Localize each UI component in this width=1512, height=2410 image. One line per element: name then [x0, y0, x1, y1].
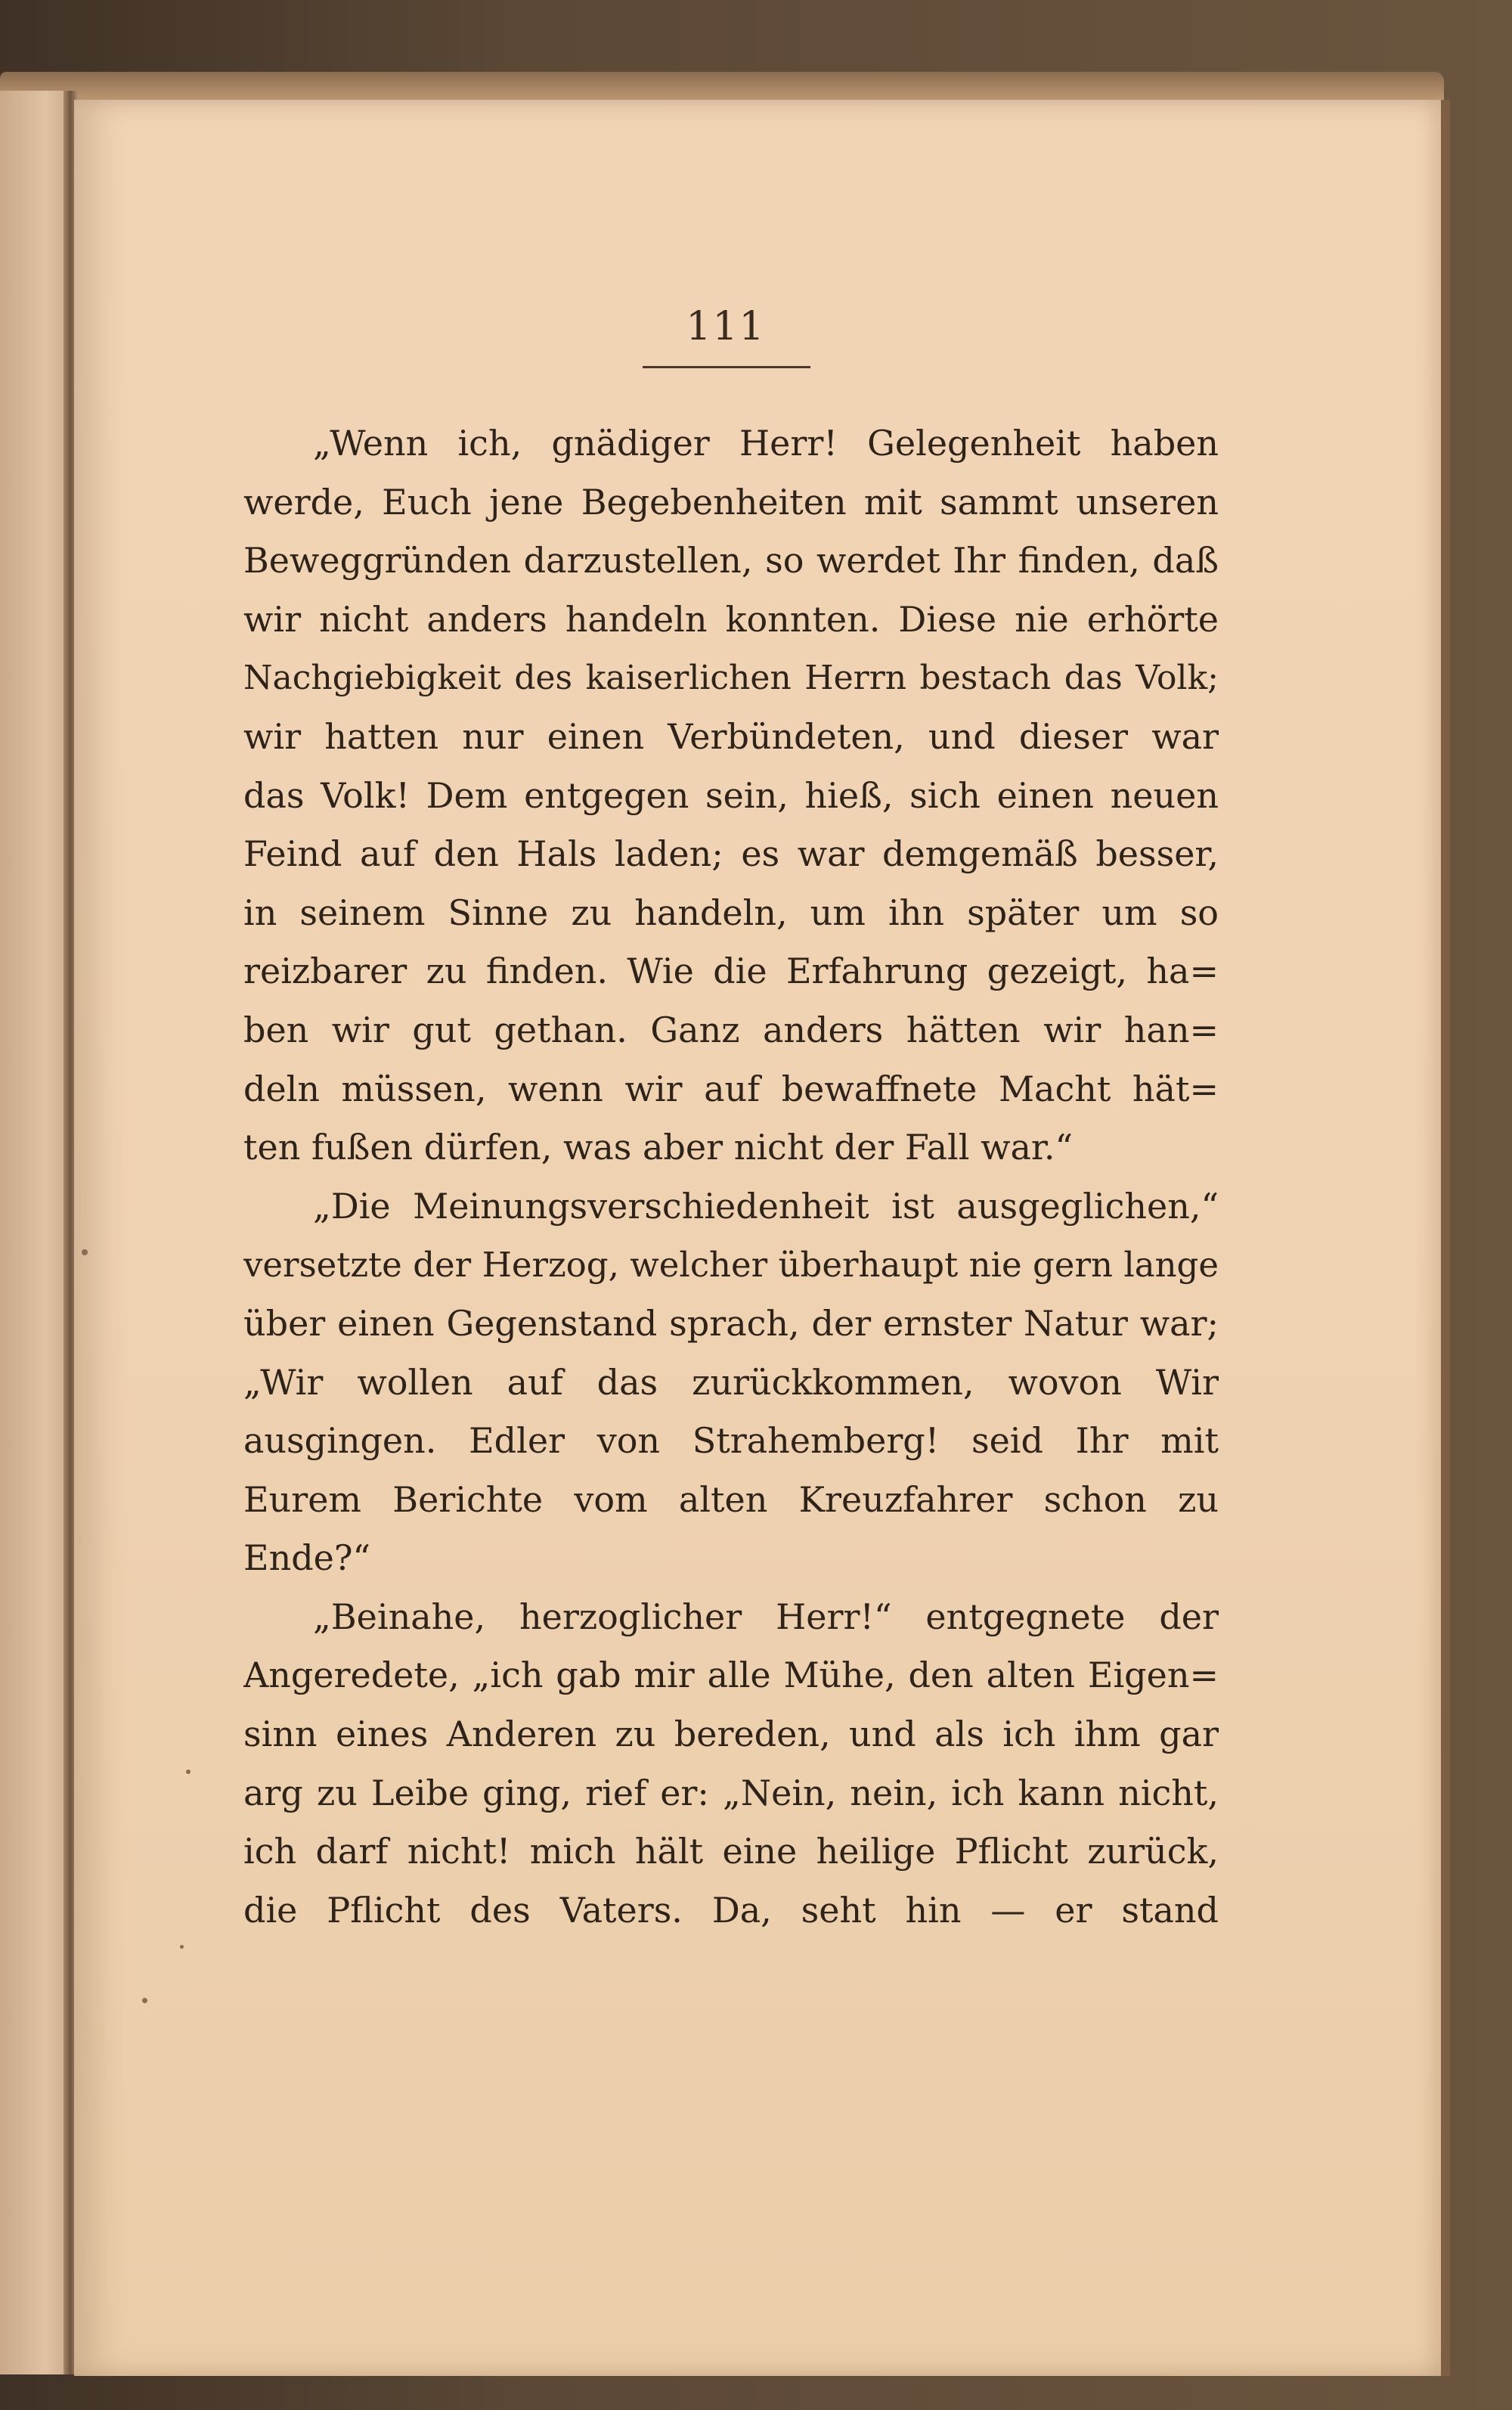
text-line: wir hatten nur einen Verbündeten, und dieser war: [243, 715, 1219, 757]
ink-speck: [82, 1249, 88, 1255]
text-line: reizbarer zu finden. Wie die Erfahrung gezeigt, ha=: [243, 951, 1219, 992]
text-line: „Wir wollen auf das zurückkommen, wovon Wir: [243, 1361, 1219, 1403]
ink-speck: [142, 1998, 147, 2003]
text-line: wir nicht anders handeln konnten. Diese nie erhörte: [243, 598, 1219, 640]
text-line: ich darf nicht! mich hält eine heilige Pflicht zurück,: [243, 1831, 1219, 1872]
text-line: Ende?“: [243, 1537, 371, 1579]
text-line: Nachgiebigkeit des kaiserlichen Herrn bestach das Volk;: [243, 659, 1219, 698]
text-line: versetzte der Herzog, welcher überhaupt nie gern lange: [243, 1245, 1219, 1286]
text-line: arg zu Leibe ging, rief er: „Nein, nein, ich kann nicht,: [243, 1772, 1219, 1813]
text-line: ten fußen dürfen, was aber nicht der Fall war.“: [243, 1127, 1073, 1168]
body-text: [243, 414, 1219, 1940]
ink-speck: [186, 1770, 191, 1774]
text-line: über einen Gegenstand sprach, der ernster Natur war;: [243, 1302, 1219, 1344]
text-line: Angeredete, „ich gab mir alle Mühe, den alten Eigen=: [243, 1655, 1219, 1696]
text-line: das Volk! Dem entgegen sein, hieß, sich einen neuen: [243, 774, 1219, 816]
text-line: „Wenn ich, gnädiger Herr! Gelegenheit haben: [313, 423, 1219, 464]
ink-speck: [180, 1945, 184, 1949]
page-number-rule: [643, 366, 810, 368]
text-line: „Beinahe, herzoglicher Herr!“ entgegnete der: [313, 1596, 1219, 1637]
page-number: 111: [686, 304, 766, 349]
text-line: ausgingen. Edler von Strahemberg! seid Ihr mit: [243, 1420, 1219, 1462]
text-line: in seinem Sinne zu handeln, um ihn später um so: [243, 892, 1219, 933]
text-line: sinn eines Anderen zu bereden, und als ich ihm gar: [243, 1714, 1219, 1755]
text-line: deln müssen, wenn wir auf bewaffnete Macht hät=: [243, 1068, 1219, 1109]
text-line: werde, Euch jene Begebenheiten mit sammt unseren: [243, 481, 1219, 523]
text-line: ben wir gut gethan. Ganz anders hätten wir han=: [243, 1009, 1219, 1050]
text-line: die Pflicht des Vaters. Da, seht hin — er stand: [243, 1889, 1219, 1931]
text-line: Eurem Berichte vom alten Kreuzfahrer schon zu: [243, 1478, 1219, 1520]
text-line: Beweggründen darzustellen, so werdet Ihr finden, daß: [243, 540, 1219, 582]
text-line: Feind auf den Hals laden; es war demgemäß besser,: [243, 833, 1219, 875]
text-line: „Die Meinungsverschiedenheit ist ausgeglichen,“: [313, 1185, 1219, 1227]
